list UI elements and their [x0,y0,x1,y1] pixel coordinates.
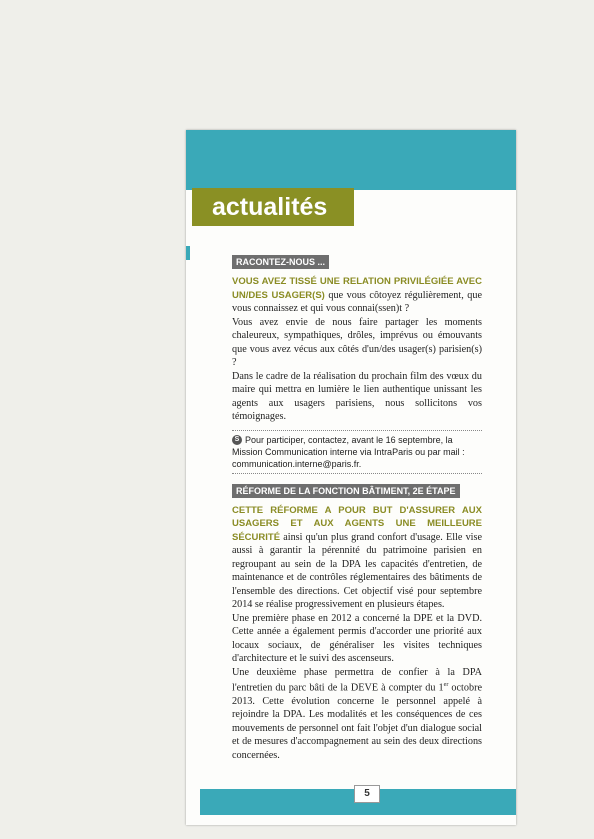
section2-body-1: ainsi qu'un plus grand confort d'usage. Elle vise aussi à garantir la pérennité du patrimoine parisien en regroupant au sein de la DPA les capacités d'entretien, de maintenance et de contrôles réglementaires des bâtiments de l'ensemble des directions. Cet objectif visé pour septembre 2014 se réalise progressivement en plusieurs étapes. [232,531,482,610]
participation-note [232,430,482,474]
info-icon: S [232,435,242,445]
accent-bar [186,246,190,260]
top-teal-band [186,130,516,190]
section2-tag: RÉFORME DE LA FONCTION BÂTIMENT, 2E ÉTAPE [232,484,460,498]
section2-body-3a: Une deuxième phase permettra de confier à la DPA l'entretien du parc bâti de la DEVE à compter du 1 [232,666,482,694]
ordinal-sup: er [443,682,449,688]
section1-paragraph-2: Vous avez envie de nous faire partager les moments chaleureux, sympathiques, drôles, imprévus ou émouvants que vous avez vécus aux côtés d'un/des usager(s) parisien(s) ? [232,316,482,368]
section2-lead: CETTE RÉFORME A POUR BUT D'ASSURER AUX USAGERS ET AUX AGENTS UNE MEILLEURE SÉCURITÉ [232,504,482,543]
section1-paragraph-3: Dans le cadre de la réalisation du prochain film des vœux du maire qui mettra en lumière le lien authentique unissant les agents aux usagers parisiens, nous sollicitons vos témoignages. [232,370,482,422]
section1-paragraph-1 [232,275,482,316]
article-content [232,252,482,762]
page-number: 5 [354,785,380,803]
section1-lead: VOUS AVEZ TISSÉ UNE RELATION PRIVILÉGIÉE AVEC UN/DES USAGER(S) [232,276,482,301]
section1-tag: RACONTEZ-NOUS ... [232,255,329,269]
section2-body-3b: octobre 2013. Cette évolution concerne le personnel appelé à rejoindre la DPA. Les modalités et les conséquences de ces mouvements de personnel ont fait l'objet d'un dialogue social et de mesures d'accompagnement au sein des deux directions concernées. [232,682,482,761]
section1-body-1: que vous côtoyez régulièrement, que vous connaissez et qui vous connai(ssen)t ? [232,289,482,314]
section-header: actualités [192,188,354,226]
section2-paragraph-2: Une première phase en 2012 a concerné la DPE et la DVD. Cette année a également permis d'accorder une priorité aux locaux sociaux, de généraliser les visites techniques d'architecture et le suivi des ascenseurs. [232,612,482,664]
note-text: Pour participer, contactez, avant le 16 septembre, la Mission Communication interne via IntraParis ou par mail : communication.interne@paris.fr. [232,434,465,469]
section2-paragraph-1 [232,504,482,612]
section2-paragraph-3 [232,666,482,763]
leaflet-page [186,130,516,825]
